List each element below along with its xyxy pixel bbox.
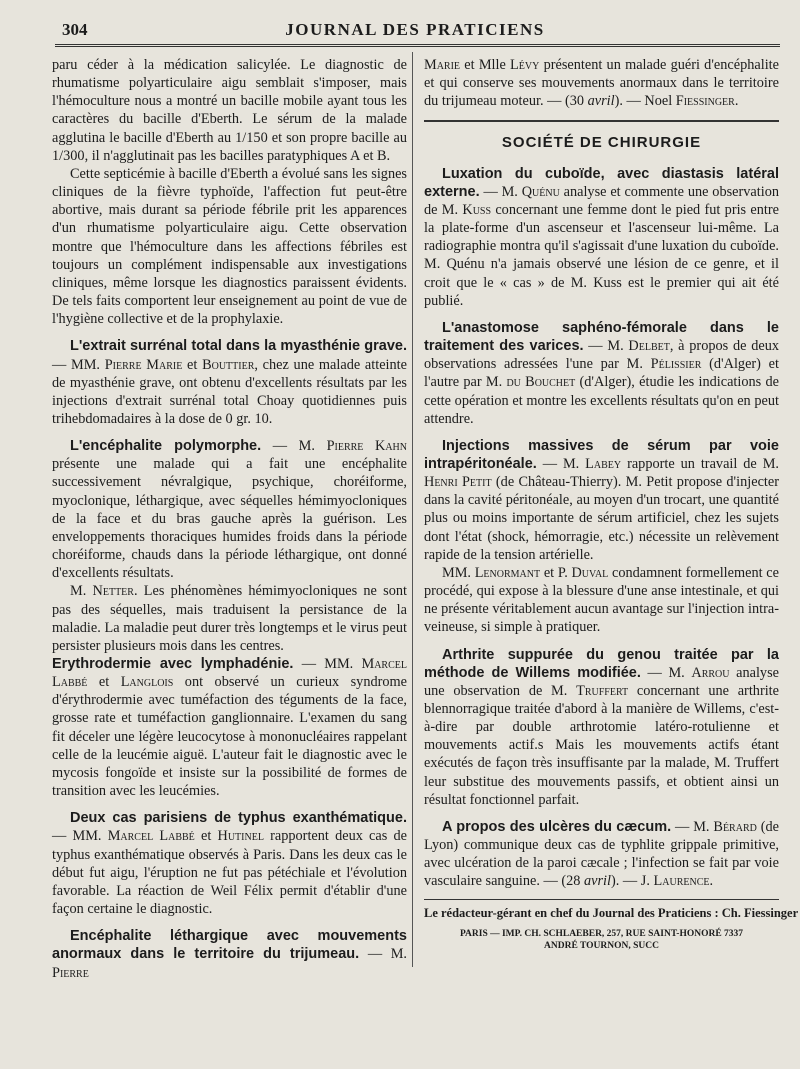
- author-name: Arrou: [691, 664, 730, 681]
- article-heading: L'anastomose saphéno-fémorale dans le traitement des varices.: [424, 319, 779, 355]
- article-typhus: Deux cas parisiens de typhus exanthématique. — MM. Marcel Labbé et Hutinel rapportent deux cas de typhus exanthématique observés à Paris. Dans les deux cas le début fut aigu, l'éruption ne fut pas pétéchiale et l'évolution favorable. La réaction de Weil Félix permit d'établir d'une façon certaine le diagnostic.: [52, 810, 408, 918]
- article-injections-serum: Injections massives de sérum par voie intrapéritonéale. — M. Labey rapporte un travail de M. Henri Petit (de Château-Thierry). M. Petit propose d'injecter dans la cavité péritonéale, au moyen d'un trocart, une quantité plus ou moins importante de sérum artificiel, chez les sujets dont l'état (shock, hémorragie, etc.) nécessite un relèvement rapide de la tension artérielle.: [424, 437, 779, 563]
- author-name: Pélissier: [650, 356, 702, 373]
- author-name: Delbet: [628, 338, 670, 355]
- date: avril: [584, 873, 612, 890]
- author-name: Duval: [571, 564, 609, 581]
- author-name: Marcel Labbé: [107, 828, 195, 845]
- paragraph: Cette septicémie à bacille d'Eberth a évolué sans les signes cliniques de la fièvre typhoïde, l'affection fut peut-être abortive, mais durant sa période fébrile prit les apparences d'un rhumatisme polyarticulaire aigu. Cette observation montre que l'hémoculture dans les affections fébriles est toujours un complément indispensable aux investigations cliniques, même lorsque les diagnostics paraissent évidents. De tels faits comportent leur enseignement au point de vue de l'hygiène collective et de la prophylaxie.: [52, 165, 407, 328]
- editor-credit: Le rédacteur-gérant en chef du Journal des Praticiens : Ch. Fiessinger: [424, 905, 799, 920]
- author-name: Hutinel: [217, 828, 264, 845]
- column-divider: [412, 52, 413, 967]
- article-ulceres-caecum: A propos des ulcères du cæcum. — M. Bérard (de Lyon) communique deux cas de typhlite grippale primitive, avec ulcération de la paroi cæcale ; l'infection se fait par voie vasculaire sanguine. — (28 avril). — J. Laurence.: [424, 818, 779, 890]
- article-heading: Encéphalite léthargique avec mouvements anormaux dans le territoire du trijumeau.: [52, 928, 407, 963]
- article-heading: Injections massives de sérum par voie intrapéritonéale.: [424, 437, 779, 472]
- date: avril: [587, 93, 615, 110]
- paragraph: M. Netter. Les phénomènes hémimyocloniques ne sont pas des séquelles, mais traduisent la persistance de la maladie. La maladie peut durer très longtemps et le virus peut persister plusieurs mois dans les centres.: [52, 583, 407, 654]
- paragraph: MM. Lenormant et P. Duval condamnent formellement ce procédé, qui expose à la blessure d'une anse intestinale, et qui ne présente véritablement aucun avantage sur l'injection intra-veineuse, si simple à pratiquer.: [424, 564, 779, 636]
- article-heading: A propos des ulcères du cæcum.: [442, 818, 672, 835]
- section-rule: [424, 120, 779, 122]
- author-name: Marcel Labbé: [52, 656, 407, 691]
- author-name: Marie: [424, 57, 461, 73]
- author-name: Quénu: [521, 183, 560, 200]
- article-heading: Erythrodermie avec lymphadénie.: [52, 656, 294, 672]
- section-title: SOCIÉTÉ DE CHIRURGIE: [501, 134, 702, 152]
- article-heading: L'encéphalite polymorphe.: [70, 438, 262, 455]
- right-column: [424, 56, 799, 952]
- article-anastomose: L'anastomose saphéno-fémorale dans le traitement des varices. — M. Delbet, à propos de deux observations adressées l'une par M. Pélissier (d'Alger) et l'autre par M. du Bouchet (d'Alger), étudie les indications de cette opération et montre les excellents résultats qu'on en peut attendre.: [424, 319, 780, 427]
- paragraph: paru céder à la médication salicylée. Le diagnostic de rhumatisme polyarticulaire aigu semblait s'imposer, mais l'hémoculture nous a montré un bacille mobile ayant tous les caractères du bacille d'Eberth. Le sérum de la malade agglutina le bacille d'Eberth au 1/150 et son propre bacille au 1/300, il n'agglutinait pas les bacilles paratyphiques A et B.: [52, 57, 407, 164]
- article-heading: Deux cas parisiens de typhus exanthématique.: [70, 810, 407, 827]
- article-myasthenie: L'extrait surrénal total dans la myasthénie grave. — MM. Pierre Marie et Bouttier, chez une malade atteinte de myasthénie grave, ont obtenu d'excellents résultats par les injections d'extrait surrénal total Choay quotidiennes puis trihebdomadaires à la dose de 0 gr. 10.: [52, 338, 407, 427]
- author-name: Pierre Kahn: [326, 438, 407, 455]
- article-heading: L'extrait surrénal total dans la myasthénie grave.: [70, 338, 407, 355]
- article-luxation-cuboide: Luxation du cuboïde, avec diastasis latéral externe. — M. Quénu analyse et commente une observation de M. Kuss concernant une femme dont le pied fut pris entre la plate-forme d'un ascenseur et l'ascenseur lui-même. La radiographie montra qu'il s'agissait d'une luxation du cuboïde. M. Quénu n'a jamais observé une lésion de ce genre, et il croit que le « cas » de M. Kuss est le premier qui ait été publié.: [424, 165, 779, 309]
- article-heading: Arthrite suppurée du genou traitée par la méthode de Willems modifiée.: [424, 646, 779, 681]
- author-name: du Bouchet: [506, 374, 576, 391]
- author-name: Bouttier: [202, 356, 255, 373]
- author-name: Kuss: [462, 201, 492, 218]
- author-name: Pierre: [52, 964, 89, 981]
- left-column: [52, 56, 407, 982]
- author-name: Truffert: [576, 682, 629, 699]
- author-name: Lenormant: [474, 564, 541, 581]
- journal-title: JOURNAL DES PRATICIENS: [285, 20, 545, 39]
- page-header: [50, 14, 780, 44]
- author-name: Langlois: [120, 674, 174, 691]
- article-encephalite-lethargique: Encéphalite léthargique avec mouvements anormaux dans le territoire du trijumeau. — M. Pierre: [52, 928, 408, 981]
- signature: Laurence: [653, 873, 710, 890]
- page-number: 304: [62, 20, 88, 39]
- author-name: Netter: [92, 583, 134, 600]
- printer-credit: PARIS — IMP. CH. SCHLAEBER, 257, RUE SAINT-HONORÉ 7337 ANDRÉ TOURNON, SUCC: [459, 928, 744, 951]
- article-heading: Luxation du cuboïde, avec diastasis latéral externe.: [424, 165, 779, 200]
- author-name: Bérard: [713, 818, 757, 835]
- author-name: Labey: [585, 455, 622, 472]
- paragraph: Marie et Mlle Lévy présentent un malade guéri d'encéphalite et qui conserve ses mouvements anormaux dans le territoire du trijumeau moteur. — (30 avril). — Noel Fiessinger.: [424, 57, 779, 110]
- author-name: Lévy: [510, 57, 540, 73]
- author-name: Henri Petit: [424, 474, 492, 491]
- header-rule: [55, 44, 780, 47]
- article-erythrodermie: Erythrodermie avec lymphadénie. — MM. Marcel Labbé et Langlois ont observé un curieux syndrome d'érythrodermie avec tuméfaction des téguments de la face, grosse rate et tuméfaction ganglionnaire. L'examen du sang fit déceler une légère leucocytose à mononucléaires rappelant celle de la leucémie aiguë. L'auteur fait le diagnostic avec le mycosis fongoïde et insiste sur la possibilité de formes de transition avec les leucémies.: [52, 656, 407, 800]
- signature: Fiessinger: [675, 93, 735, 110]
- footer-rule: [424, 899, 779, 900]
- author-name: Pierre Marie: [104, 356, 183, 373]
- article-arthrite: Arthrite suppurée du genou traitée par la méthode de Willems modifiée. — M. Arrou analyse une observation de M. Truffert concernant une arthrite blennorragique traitée d'abord à la manière de Willems, c'est-à-dire par double arthrotomie latéro-rotulienne et mouvements actif.s Mais les mouvements actifs étant exécutés de façon très insuffisante par la malade, M. Truffert leur substitue des mouvements passifs, et obtient ainsi un résultat fonctionnel parfait.: [424, 646, 779, 808]
- article-encephalite-polymorphe: L'encéphalite polymorphe. — M. Pierre Kahn présente une malade qui a fait une encéphalite successivement névralgique, psychique, choréiforme, myoclonique, léthargique, avec séquelles hémimyocloniques de la face et du bras gauche après la guérison. Les enveloppements thoraciques humides froids dans la période choréiforme, chauds dans la période léthargique, ont donné d'excellents résultats.: [52, 438, 407, 582]
